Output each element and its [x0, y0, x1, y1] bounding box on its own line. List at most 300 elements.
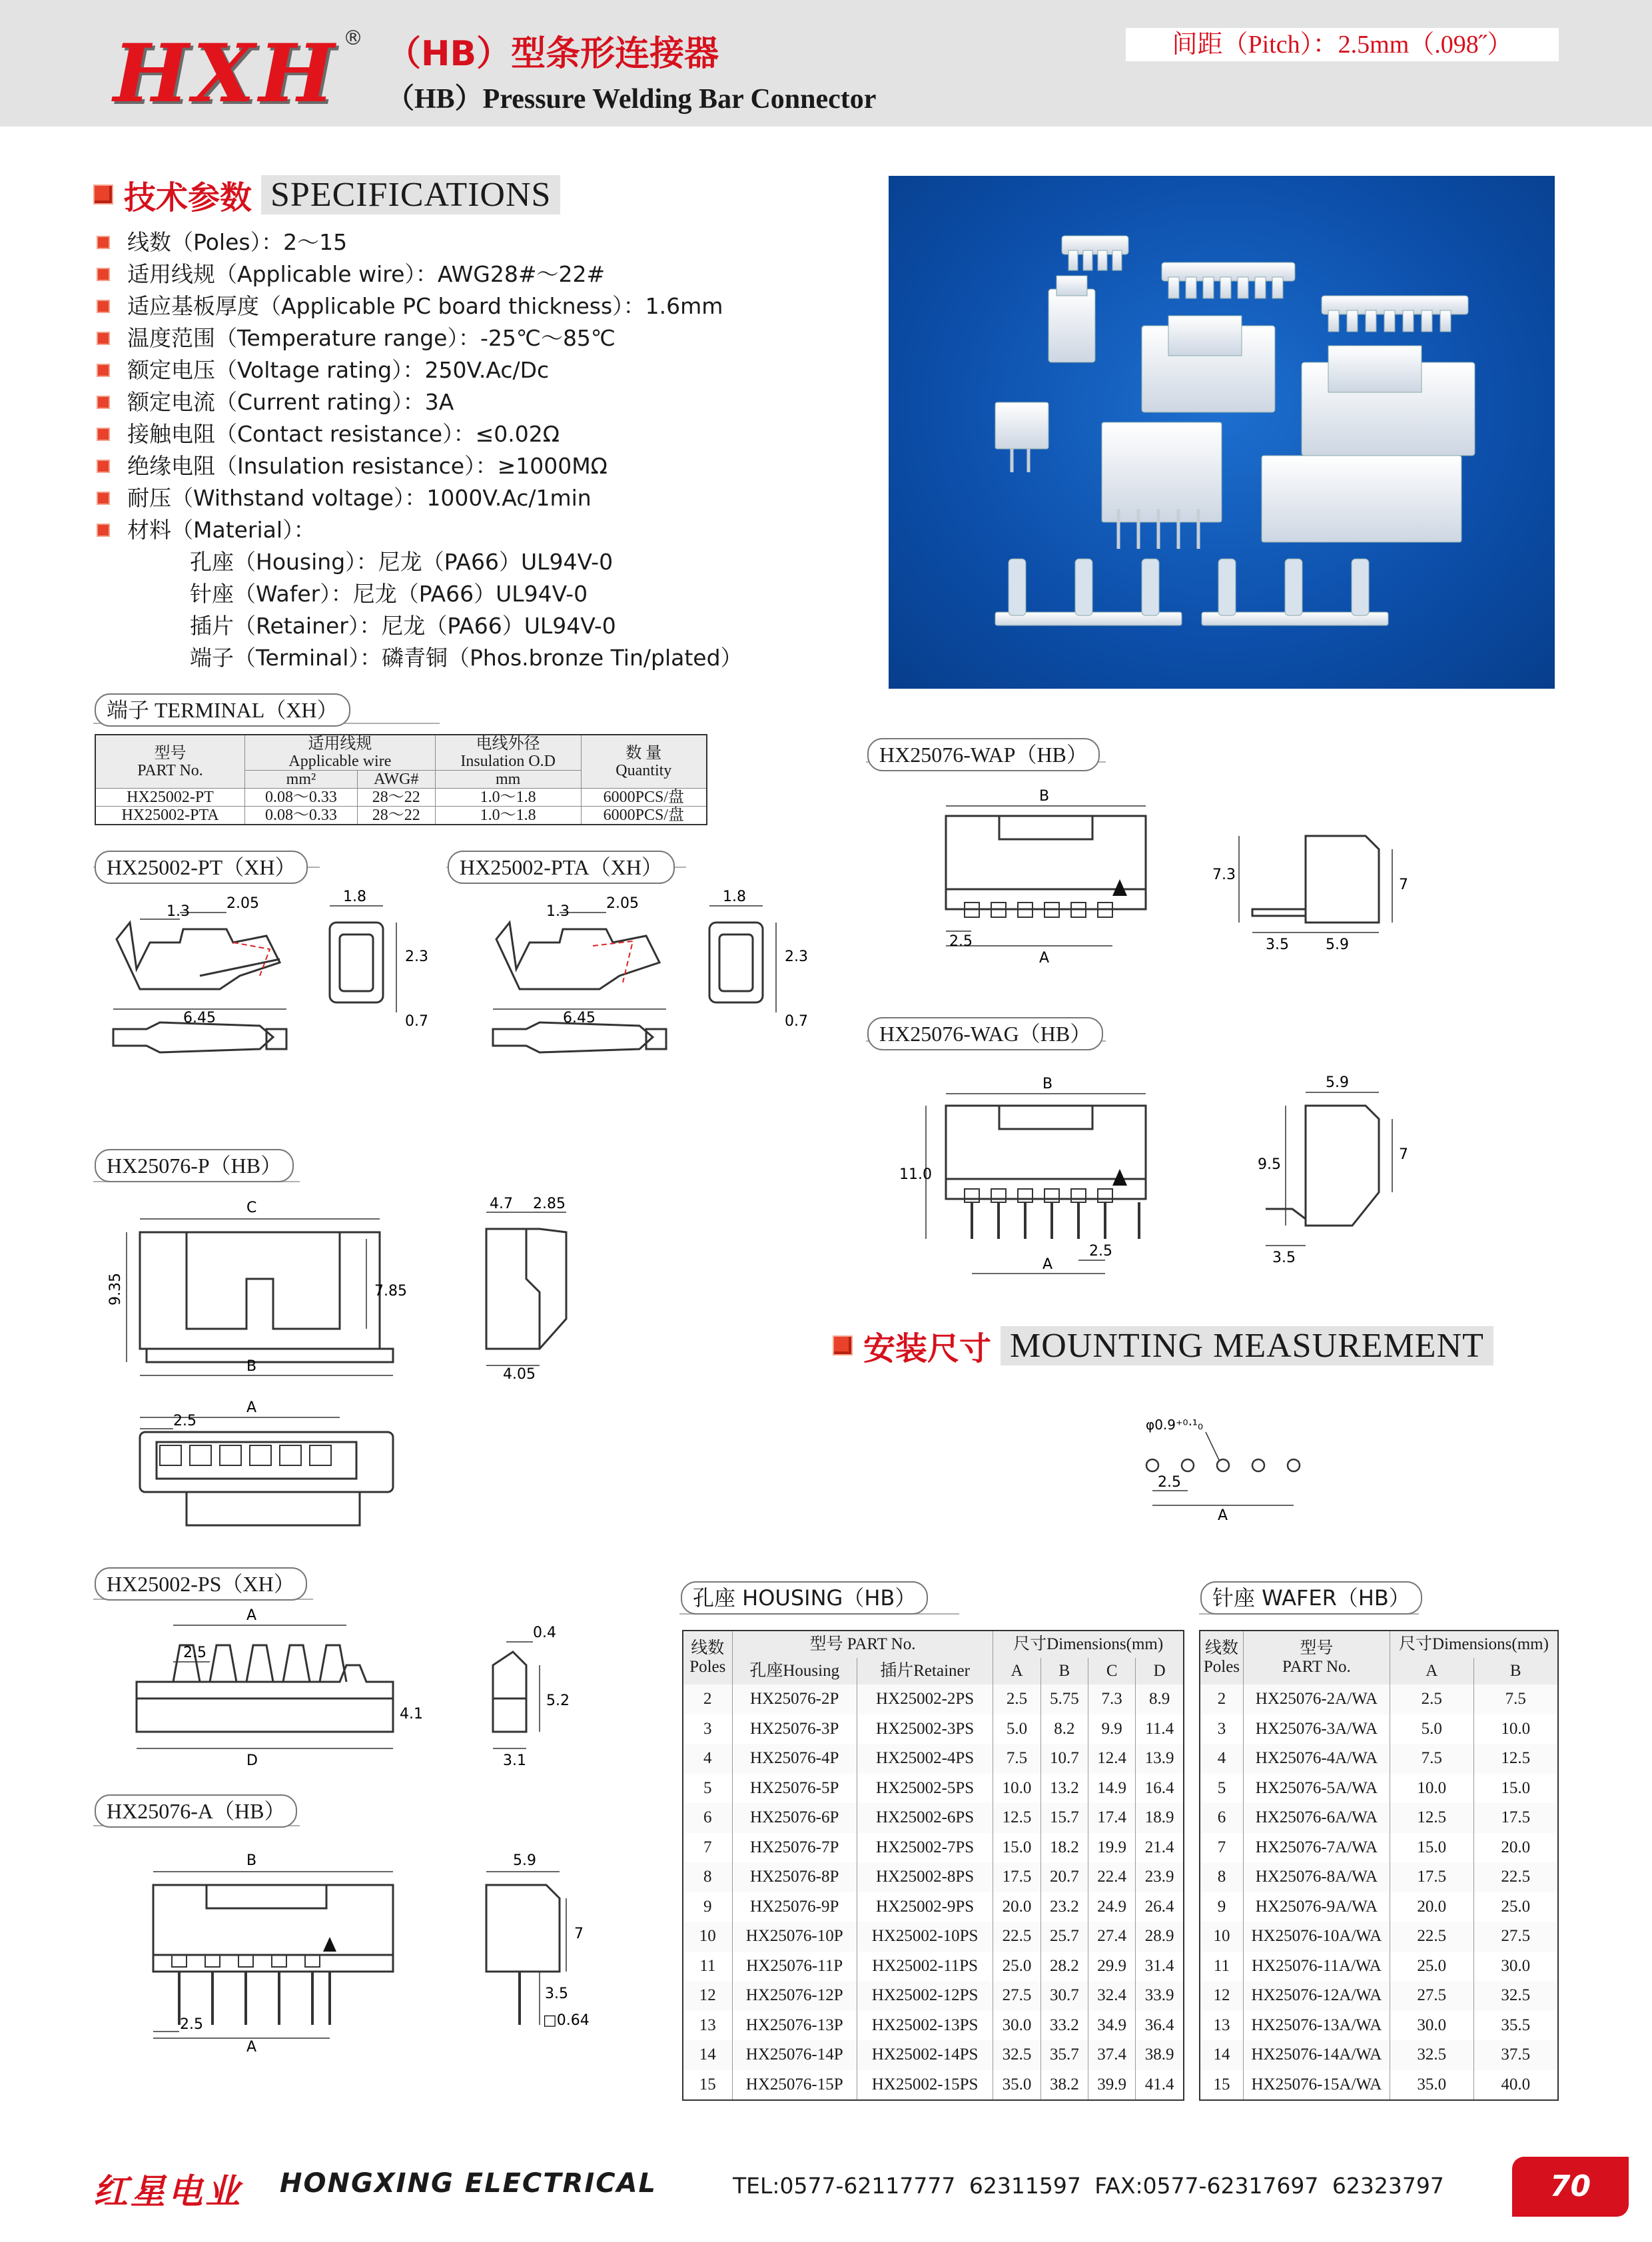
specs-heading	[93, 175, 560, 216]
table-cell: 3	[1217, 1719, 1226, 1738]
table-cell: 8.9	[1136, 1684, 1184, 1714]
table-cell: HX25076-2P	[732, 1684, 857, 1714]
wag-dim-pitch-label: 2.5	[1089, 1243, 1112, 1260]
table-cell: 15.0	[1390, 1833, 1473, 1863]
pta-dim-bottom-label: 0.7	[785, 1013, 808, 1030]
table-row	[683, 1892, 1184, 1922]
footer-contact: TEL:0577-62117777 62311597 FAX:0577-62317697 62323797	[733, 2173, 1444, 2199]
pt-dim-height-label: 2.3	[405, 948, 428, 965]
pt-dim-length-label: 6.45	[183, 1010, 216, 1026]
table-cell: 38.2	[1040, 2070, 1088, 2101]
table-cell: 32.5	[1390, 2040, 1473, 2070]
specs-heading-en: SPECIFICATIONS	[261, 175, 560, 214]
table-cell: 35.0	[993, 2070, 1040, 2101]
table-cell: 5.75	[1040, 1684, 1088, 1714]
ps-dim-d-label: D	[246, 1752, 258, 1769]
a-label: HX25076-A（HB）	[95, 1794, 297, 1828]
table-cell: HX25076-14A/WA	[1243, 2040, 1390, 2070]
table-row	[1200, 1684, 1558, 1714]
material-item: 插片（Retainer）：尼龙（PA66）UL94V-0	[190, 613, 616, 639]
p-label: HX25076-P（HB）	[95, 1149, 294, 1182]
p-dim-latch-label: 2.85	[533, 1196, 566, 1212]
ps-drawing	[100, 1605, 606, 1785]
a-dim-a-label: A	[246, 2039, 257, 2055]
bullet-icon	[97, 428, 110, 441]
table-cell: 3	[703, 1719, 712, 1738]
table-row	[1200, 1803, 1558, 1833]
table-row	[1200, 1892, 1558, 1922]
spec-item: 适用线规（Applicable wire）：AWG28#～22#	[97, 258, 743, 290]
table-cell: 10.0	[1473, 1714, 1558, 1744]
pt-dim-width-label: 2.05	[226, 895, 259, 912]
table-row	[683, 2070, 1184, 2101]
pta-dim-length-label: 6.45	[563, 1010, 596, 1026]
table-cell: HX25002-8PS	[857, 1862, 993, 1892]
table-cell: 23.9	[1136, 1862, 1184, 1892]
table-cell: 13.9	[1136, 1744, 1184, 1774]
ps-dim-width-label: 3.1	[503, 1752, 526, 1769]
table-cell: 22.5	[1473, 1862, 1558, 1892]
table-cell: 13.2	[1040, 1774, 1088, 1804]
terminal-label: 端子 TERMINAL（XH）	[95, 693, 350, 727]
table-cell: 34.9	[1088, 2011, 1136, 2041]
table-cell: 25.0	[1390, 1952, 1473, 1982]
table-cell: 37.5	[1473, 2040, 1558, 2070]
table-cell: HX25076-9P	[732, 1892, 857, 1922]
mount-hole-label: φ0.9⁺⁰·¹₀	[1146, 1417, 1203, 1433]
wap-dim-depth-label: 5.9	[1326, 936, 1349, 953]
ps-label: HX25002-PS（XH）	[95, 1567, 307, 1601]
table-cell: HX25076-3P	[732, 1714, 857, 1744]
mount-dim-a-label: A	[1218, 1507, 1228, 1524]
col-header-poles: 线数 Poles	[683, 1631, 732, 1684]
table-cell: 20.0	[1473, 1833, 1558, 1863]
spec-item: 材料（Material）：	[97, 514, 743, 546]
col-header-awg: AWG#	[357, 771, 435, 789]
table-cell: HX25002-6PS	[857, 1803, 993, 1833]
table-cell: 30.0	[1390, 2011, 1473, 2041]
table-row	[1200, 2011, 1558, 2041]
p-dim-b-label: B	[246, 1358, 257, 1375]
wag-dim-a-label: A	[1042, 1256, 1053, 1273]
table-cell: HX25076-6P	[732, 1803, 857, 1833]
col-header-part: 型号 PART No.	[732, 1631, 993, 1658]
table-cell: 25.0	[1473, 1892, 1558, 1922]
product-photo	[889, 176, 1555, 689]
wag-drawing	[893, 1066, 1452, 1286]
table-cell: 32.4	[1088, 1981, 1136, 2011]
col-header-model: 型号 PART No.	[95, 735, 245, 789]
table-cell: 15.0	[1473, 1774, 1558, 1804]
table-cell: HX25002-7PS	[857, 1833, 993, 1863]
table-cell: 40.0	[1473, 2070, 1558, 2101]
wafer-label: 针座 WAFER（HB）	[1200, 1581, 1422, 1615]
col-header-part: 型号 PART No.	[1243, 1631, 1390, 1684]
table-cell: 7.5	[1473, 1684, 1558, 1714]
bullet-icon	[97, 268, 110, 281]
spec-item: 额定电流（Current rating）：3A	[97, 386, 743, 418]
col-header-poles: 线数 Poles	[1200, 1631, 1243, 1684]
table-cell: HX25076-10A/WA	[1243, 1922, 1390, 1952]
table-cell: 12	[1213, 1986, 1230, 2005]
pta-dim-top-label: 1.8	[723, 889, 746, 905]
table-cell: 17.5	[1473, 1803, 1558, 1833]
wag-label: HX25076-WAG（HB）	[867, 1017, 1103, 1050]
pt-drawing	[100, 883, 428, 1136]
table-cell: HX25002-5PS	[857, 1774, 993, 1804]
table-cell: 33.2	[1040, 2011, 1088, 2041]
table-cell: 30.0	[1473, 1952, 1558, 1982]
table-cell: 19.9	[1088, 1833, 1136, 1863]
table-cell: 7.3	[1088, 1684, 1136, 1714]
table-cell: HX25076-12A/WA	[1243, 1981, 1390, 2011]
table-cell: HX25076-7P	[732, 1833, 857, 1863]
bullet-icon	[97, 492, 110, 505]
table-cell: 30.0	[993, 2011, 1040, 2041]
table-row	[1200, 1952, 1558, 1982]
bullet-icon	[97, 300, 110, 313]
table-cell: 6	[703, 1808, 712, 1827]
table-cell: 16.4	[1136, 1774, 1184, 1804]
table-cell: 27.5	[993, 1981, 1040, 2011]
table-cell: 32.5	[1473, 1981, 1558, 2011]
col-header-wire: 适用线规 Applicable wire	[245, 735, 436, 771]
table-row	[1200, 1862, 1558, 1892]
table-cell: 20.0	[993, 1892, 1040, 1922]
table-row	[683, 2011, 1184, 2041]
table-row	[683, 1744, 1184, 1774]
table-row	[683, 1803, 1184, 1833]
table-cell: 7.5	[993, 1744, 1040, 1774]
pin1-marker-icon	[323, 1937, 336, 1952]
table-cell: 8	[703, 1868, 712, 1886]
wag-dim-inner-label: 7	[1399, 1146, 1408, 1163]
page-number: 70	[1512, 2157, 1629, 2217]
table-cell: 35.7	[1040, 2040, 1088, 2070]
table-cell: 5.0	[1390, 1714, 1473, 1744]
ps-dim-body-label: 4.1	[400, 1706, 423, 1722]
col-header-retainer: 插片Retainer	[857, 1658, 993, 1684]
bullet-icon	[97, 236, 110, 249]
table-cell: 5.0	[993, 1714, 1040, 1744]
table-cell: 11	[1213, 1956, 1230, 1975]
table-cell: 38.9	[1136, 2040, 1184, 2070]
table-row	[1200, 2040, 1558, 2070]
table-cell: HX25002-10PS	[857, 1922, 993, 1952]
pt-dim-offset-label: 1.3	[167, 903, 190, 920]
table-cell: HX25076-10P	[732, 1922, 857, 1952]
p-dim-inner-label: 7.85	[374, 1283, 407, 1300]
wap-dim-height-label: 7.3	[1212, 867, 1236, 883]
wag-dim-depth-label: 5.9	[1326, 1074, 1349, 1091]
table-cell: 27.5	[1390, 1981, 1473, 2011]
col-header-mm: mm	[435, 771, 581, 789]
wap-drawing	[919, 779, 1452, 972]
wafer-table: 线数 Poles 型号 PART No. 尺寸Dimensions(mm) A B 2 HX25076-2A/WA 2.5 7.5 3 HX25076-3A/WA 5.0 10.0 4 HX25076-4A/WA 7.5 12.5 5 HX25076-5A/WA 10.0 15.0 6 HX25076-6A/WA 12.5 17.5 7 HX25076-7A/WA 15.0 20.0 8 HX25076-8A/WA 17.5 22.5 9 HX25076-9A/WA 20.0 25.0 10 HX25076-10A/WA 22.5 27.5 11 HX25076-11A/WA 25.0 30.0 12 HX25076-12A/WA 27.5 32.5 13 HX25076-13A/WA 30.0 35.5 14 HX25076-14A/WA 32.5 37.5 15 HX25076-15A/WA 35.0 40.0	[1199, 1630, 1559, 2101]
table-row	[683, 1774, 1184, 1804]
table-cell: 5	[703, 1778, 712, 1797]
table-cell: 29.9	[1088, 1952, 1136, 1982]
section-bullet-icon	[93, 185, 113, 204]
table-cell: HX25076-13A/WA	[1243, 2011, 1390, 2041]
table-row	[683, 1952, 1184, 1982]
pin1-marker-icon	[1112, 879, 1127, 896]
table-cell: 15.0	[993, 1833, 1040, 1863]
section-bullet-icon	[833, 1335, 853, 1355]
table-cell: 12.4	[1088, 1744, 1136, 1774]
pitch-badge: 间距（Pitch）：2.5mm（.098˝）	[1126, 28, 1559, 61]
p-dim-pitch-label: 2.5	[173, 1413, 197, 1429]
brand-logo: HXH	[113, 27, 338, 121]
table-cell: 17.4	[1088, 1803, 1136, 1833]
table-cell: 27.5	[1473, 1922, 1558, 1952]
table-cell: 17.5	[1390, 1862, 1473, 1892]
ps-dim-pitch-label: 2.5	[183, 1645, 206, 1661]
col-header-dims: 尺寸Dimensions(mm)	[1390, 1631, 1558, 1658]
table-row	[683, 1714, 1184, 1744]
housing-table: 线数 Poles 型号 PART No. 尺寸Dimensions(mm) 孔座Housing 插片Retainer A B C D 2 HX25076-2P HX25002-2PS 2.5 5.75 7.3 8.9 3 HX25076-3P HX25002-3PS 5.0 8.2 9.9 11.4 4 HX25076-4P HX25002-4PS 7.5 10.7 12.4 13.9 5 HX25076-5P HX25002-5PS 10.0 13.2 14.9 16.4 6 HX25076-6P HX25002-6PS 12.5 15.7 17.4 18.9 7 HX25076-7P HX25002-7PS 15.0 18.2 19.9 21.4 8 HX25076-8P HX25002-8PS 17.5 20.7 22.4 23.9 9 HX25076-9P HX25002-9PS 20.0 23.2 24.9 26.4 10 HX25076-10P HX25002-10PS 22.5 25.7 27.4 28.9 11 HX25076-11P HX25002-11PS 25.0 28.2 29.9 31.4 12 HX25076-12P HX25002-12PS 27.5 30.7 32.4 33.9 13 HX25076-13P HX25002-13PS 30.0 33.2 34.9 36.4 14 HX25076-14P HX25002-14PS 32.5 35.7 37.4 38.9 15 HX25076-15P HX25002-15PS 35.0 38.2 39.9 41.4	[682, 1630, 1184, 2101]
table-cell: 23.2	[1040, 1892, 1088, 1922]
table-cell: 10.0	[993, 1774, 1040, 1804]
table-cell: 41.4	[1136, 2070, 1184, 2101]
pt-dim-bottom-label: 0.7	[405, 1013, 428, 1030]
a-dim-pinsize-label: □0.64	[543, 2012, 590, 2029]
mount-pitch-label: 2.5	[1158, 1474, 1181, 1491]
wap-dim-pitch-label: 2.5	[949, 933, 973, 950]
table-cell: 14.9	[1088, 1774, 1136, 1804]
table-row	[683, 1981, 1184, 2011]
table-cell: 9	[1217, 1897, 1226, 1916]
wap-dim-body-label: 7	[1399, 877, 1408, 893]
table-cell: 11	[699, 1956, 716, 1975]
pt-dim-top-label: 1.8	[343, 889, 366, 905]
a-dim-pin-label: 3.5	[545, 1986, 568, 2002]
pta-drawing	[480, 883, 808, 1136]
wap-label: HX25076-WAP（HB）	[867, 738, 1100, 771]
registered-mark: ®	[343, 27, 363, 50]
bullet-icon	[97, 364, 110, 377]
table-cell: HX25076-6A/WA	[1243, 1803, 1390, 1833]
table-cell: 15	[699, 2075, 716, 2093]
connector-photo-illustration	[889, 176, 1555, 689]
table-row	[1200, 1744, 1558, 1774]
table-cell: 7.5	[1390, 1744, 1473, 1774]
mounting-heading	[833, 1326, 1493, 1367]
table-row	[1200, 1981, 1558, 2011]
spec-item: 温度范围（Temperature range）：-25℃～85℃	[97, 322, 743, 354]
table-cell: HX25002-4PS	[857, 1744, 993, 1774]
table-cell: 20.0	[1390, 1892, 1473, 1922]
table-row	[683, 1862, 1184, 1892]
table-cell: 4	[703, 1749, 712, 1768]
bullet-icon	[97, 332, 110, 345]
table-cell: HX25076-5A/WA	[1243, 1774, 1390, 1804]
p-dim-depth-label: 4.7	[490, 1196, 513, 1212]
table-cell: 27.4	[1088, 1922, 1136, 1952]
table-cell: HX25002-2PS	[857, 1684, 993, 1714]
table-row	[683, 1922, 1184, 1952]
page-title-cn: （HB）型条形连接器	[386, 34, 719, 74]
wap-dim-b-label: B	[1039, 788, 1050, 805]
table-cell: 28.2	[1040, 1952, 1088, 1982]
p-dim-base-label: 4.05	[503, 1366, 536, 1383]
wag-dim-body-label: 9.5	[1258, 1156, 1281, 1173]
table-cell: HX25076-3A/WA	[1243, 1714, 1390, 1744]
mounting-heading-en: MOUNTING MEASUREMENT	[1001, 1326, 1493, 1365]
p-drawing	[100, 1192, 606, 1545]
ps-dim-top-label: 0.4	[533, 1625, 556, 1641]
table-cell: 35.5	[1473, 2011, 1558, 2041]
col-header-qty: 数 量 Quantity	[581, 735, 707, 789]
table-cell: HX25076-15P	[732, 2070, 857, 2101]
pin1-marker-icon	[1112, 1169, 1127, 1186]
table-cell: 25.7	[1040, 1922, 1088, 1952]
table-cell: 36.4	[1136, 2011, 1184, 2041]
pta-dim-height-label: 2.3	[785, 948, 808, 965]
a-dim-b-label: B	[246, 1852, 257, 1869]
col-header-od: 电线外径 Insulation O.D	[435, 735, 581, 771]
table-cell: HX25076-4P	[732, 1744, 857, 1774]
table-cell: 13	[699, 2016, 716, 2034]
table-cell: 13	[1213, 2016, 1230, 2034]
table-row	[1200, 1714, 1558, 1744]
table-cell: HX25002-11PS	[857, 1952, 993, 1982]
table-cell: 30.7	[1040, 1981, 1088, 2011]
col-header-dims: 尺寸Dimensions(mm)	[993, 1631, 1184, 1658]
table-cell: 4	[1217, 1749, 1226, 1768]
page-title-en: （HB）Pressure Welding Bar Connector	[386, 84, 877, 115]
p-dim-c-label: C	[246, 1200, 257, 1216]
table-row	[683, 1833, 1184, 1863]
terminal-table	[95, 734, 707, 825]
table-cell: 12.5	[993, 1803, 1040, 1833]
wap-dim-pin-label: 3.5	[1266, 936, 1289, 953]
ps-dim-height-label: 5.2	[546, 1692, 570, 1709]
table-cell: 35.0	[1390, 2070, 1473, 2101]
table-cell: HX25076-11P	[732, 1952, 857, 1982]
footer-brand-en: HONGXING ELECTRICAL	[280, 2168, 657, 2199]
table-row	[683, 2040, 1184, 2070]
table-cell: HX25076-12P	[732, 1981, 857, 2011]
table-cell: 9	[703, 1897, 712, 1916]
table-row	[1200, 1774, 1558, 1804]
spec-item: 绝缘电阻（Insulation resistance）：≥1000MΩ	[97, 450, 743, 482]
material-item: 针座（Wafer）：尼龙（PA66）UL94V-0	[190, 581, 588, 607]
table-row: HX25002-PTA 0.08～0.33 28～22 1.0～1.8 6000PCS/盘	[95, 807, 707, 825]
mounting-drawing	[1132, 1405, 1332, 1525]
table-cell: 12.5	[1390, 1803, 1473, 1833]
table-row	[1200, 2070, 1558, 2101]
a-dim-pitch-label: 2.5	[180, 2016, 203, 2033]
a-dim-depth-label: 5.9	[513, 1852, 536, 1869]
table-cell: 2.5	[993, 1684, 1040, 1714]
table-cell: 11.4	[1136, 1714, 1184, 1744]
table-cell: HX25076-9A/WA	[1243, 1892, 1390, 1922]
material-item: 端子（Terminal）：磷青铜（Phos.bronze Tin/plated）	[190, 645, 743, 671]
table-cell: 28.9	[1136, 1922, 1184, 1952]
table-cell: HX25002-13PS	[857, 2011, 993, 2041]
table-cell: HX25002-3PS	[857, 1714, 993, 1744]
p-dim-a-label: A	[246, 1399, 257, 1416]
table-cell: 24.9	[1088, 1892, 1136, 1922]
table-cell: HX25076-2A/WA	[1243, 1684, 1390, 1714]
table-cell: HX25076-13P	[732, 2011, 857, 2041]
table-cell: 7	[703, 1838, 712, 1856]
table-row	[683, 1684, 1184, 1714]
a-dim-height-label: 7	[574, 1926, 584, 1942]
table-row	[1200, 1922, 1558, 1952]
table-row	[1200, 1833, 1558, 1863]
table-cell: HX25076-5P	[732, 1774, 857, 1804]
pta-label: HX25002-PTA（XH）	[448, 851, 675, 884]
table-cell: 10	[1213, 1927, 1230, 1946]
bullet-icon	[97, 460, 110, 473]
mounting-heading-cn: 安装尺寸	[863, 1329, 992, 1367]
table-cell: 22.5	[993, 1922, 1040, 1952]
table-cell: 20.7	[1040, 1862, 1088, 1892]
table-cell: 15	[1213, 2075, 1230, 2093]
table-cell: 14	[699, 2046, 716, 2064]
wag-dim-height-label: 11.0	[899, 1166, 932, 1183]
table-cell: 6	[1217, 1808, 1226, 1827]
table-cell: 39.9	[1088, 2070, 1136, 2101]
table-cell: HX25076-7A/WA	[1243, 1833, 1390, 1863]
spec-list	[97, 226, 743, 674]
pta-dim-width-label: 2.05	[606, 895, 639, 912]
table-cell: HX25076-8P	[732, 1862, 857, 1892]
table-cell: 9.9	[1088, 1714, 1136, 1744]
footer-brand-cn: 红星电业	[93, 2172, 243, 2212]
table-cell: HX25076-14P	[732, 2040, 857, 2070]
pt-label: HX25002-PT（XH）	[95, 851, 308, 884]
bullet-icon	[97, 524, 110, 537]
p-dim-height-label: 9.35	[107, 1273, 124, 1306]
table-cell: HX25002-15PS	[857, 2070, 993, 2101]
table-cell: 12	[699, 1986, 716, 2005]
table-cell: 8.2	[1040, 1714, 1088, 1744]
table-cell: 10.7	[1040, 1744, 1088, 1774]
wap-dim-a-label: A	[1039, 950, 1050, 966]
specs-heading-cn: 技术参数	[124, 179, 252, 216]
table-cell: 14	[1213, 2046, 1230, 2064]
a-drawing	[100, 1832, 606, 2055]
table-cell: 22.5	[1390, 1922, 1473, 1952]
table-cell: HX25076-11A/WA	[1243, 1952, 1390, 1982]
col-header-mm2: mm²	[245, 771, 358, 789]
table-cell: 2.5	[1390, 1684, 1473, 1714]
table-cell: 10.0	[1390, 1774, 1473, 1804]
wag-dim-pin-label: 3.5	[1272, 1250, 1296, 1266]
table-row: HX25002-PT 0.08～0.33 28～22 1.0～1.8 6000PCS/盘	[95, 789, 707, 807]
table-cell: 22.4	[1088, 1862, 1136, 1892]
housing-label: 孔座 HOUSING（HB）	[681, 1581, 928, 1615]
table-cell: 2	[1217, 1690, 1226, 1708]
spec-item: 线数（Poles）：2～15	[97, 226, 743, 258]
table-cell: 2	[703, 1690, 712, 1708]
table-cell: 33.9	[1136, 1981, 1184, 2011]
table-cell: 15.7	[1040, 1803, 1088, 1833]
wag-dim-b-label: B	[1042, 1076, 1053, 1092]
table-cell: 7	[1217, 1838, 1226, 1856]
ps-dim-a-label: A	[246, 1607, 257, 1624]
material-item: 孔座（Housing）：尼龙（PA66）UL94V-0	[190, 549, 614, 575]
pta-dim-offset-label: 1.3	[546, 903, 570, 920]
table-cell: 8	[1217, 1868, 1226, 1886]
table-cell: HX25002-14PS	[857, 2040, 993, 2070]
table-cell: 21.4	[1136, 1833, 1184, 1863]
table-cell: 37.4	[1088, 2040, 1136, 2070]
spec-item: 耐压（Withstand voltage）：1000V.Ac/1min	[97, 482, 743, 514]
